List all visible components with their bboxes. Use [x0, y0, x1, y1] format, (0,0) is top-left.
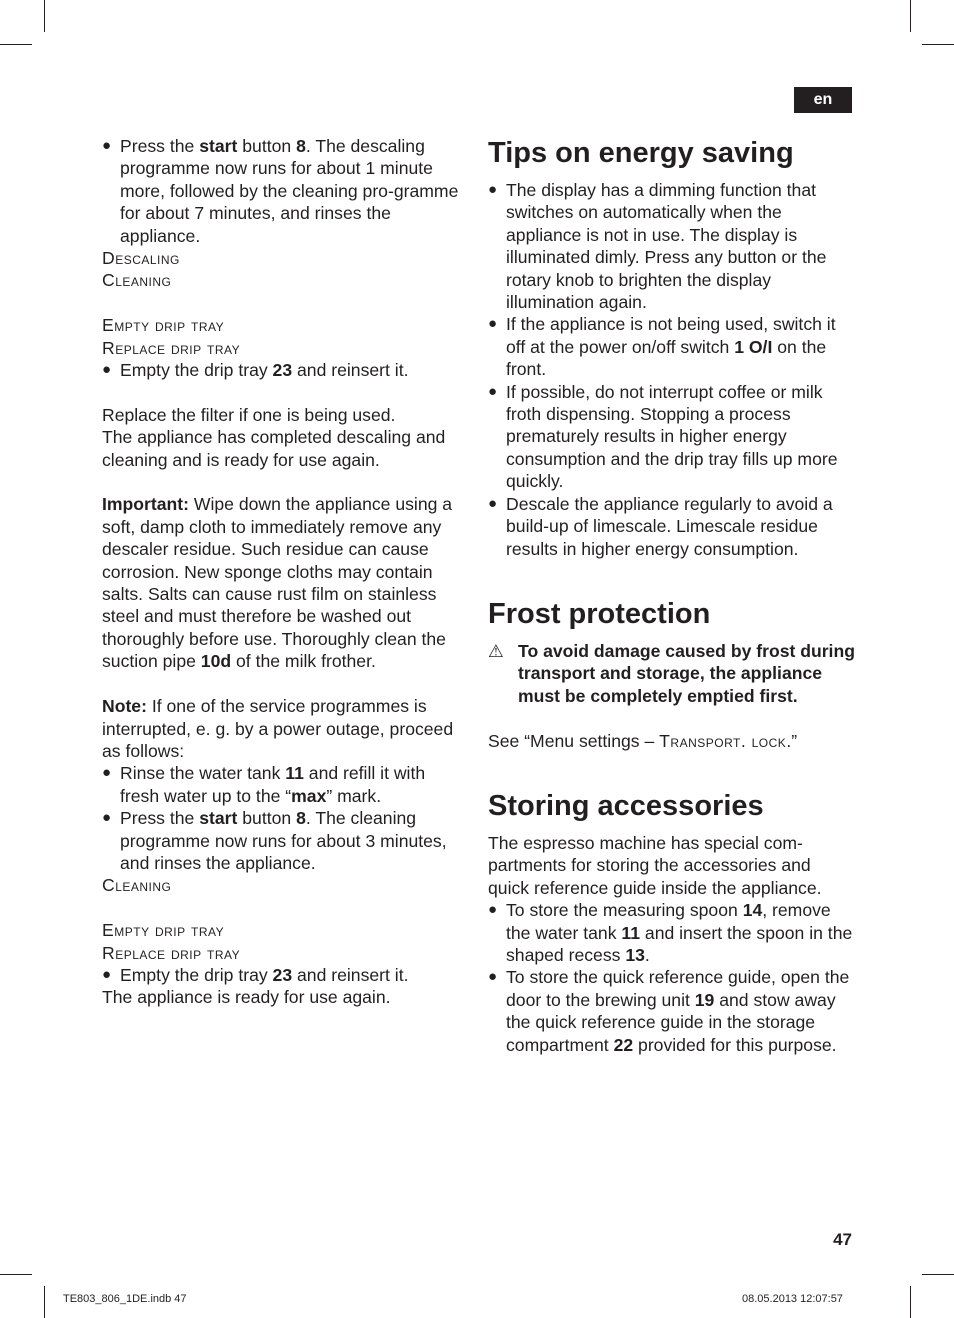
crop-mark: [910, 1286, 911, 1318]
crop-mark: [922, 1274, 954, 1275]
left-column: [102, 135, 468, 1009]
list-item: ● Empty the drip tray 23 and reinsert it.: [102, 964, 468, 986]
paragraph: The espresso machine has special com-partments for storing the accessories and quick reference guide inside the appliance.: [488, 832, 822, 898]
footer-file-info: TE803_806_1DE.indb 47: [63, 1293, 187, 1305]
display-message: Cleaning: [102, 875, 172, 896]
important-paragraph: Important: Wipe down the appliance using a soft, damp cloth to immediately remove any descaler residue. Such residue can cause corrosion. New sponge cloths may contain salts. Salts can cause rust film on stainless steel and must therefore be washed out thoroughly before use. Thoroughly clean the suction pipe 10d of the milk frother.: [102, 494, 453, 672]
list-item: ● Press the start button 8. The cleaning programme now runs for about 3 minutes, and rinses the appliance.: [102, 807, 468, 874]
display-message: Replace drip tray: [102, 337, 241, 358]
display-message: Descaling: [102, 248, 180, 269]
section-title-tips: Tips on energy saving: [488, 137, 794, 169]
page-number: 47: [833, 1230, 852, 1249]
footer-timestamp: 08.05.2013 12:07:57: [742, 1293, 843, 1305]
crop-mark: [0, 44, 32, 45]
display-message: Empty drip tray: [102, 920, 225, 941]
list-item: ● Empty the drip tray 23 and reinsert it.: [102, 359, 468, 381]
list-item: ● If possible, do not interrupt coffee or milk froth dispensing. Stopping a process prematurely results in higher energy consumption and the drip tray fills up more quickly.: [488, 381, 856, 493]
warning-icon: ⚠: [488, 640, 504, 661]
paragraph: The appliance has completed descaling and cleaning and is ready for use again.: [102, 427, 446, 470]
language-tab: en: [794, 87, 852, 113]
display-message: Empty drip tray: [102, 315, 225, 336]
list-item: ● Press the start button 8. The descaling programme now runs for about 1 minute more, followed by the cleaning pro-gramme for about 7 minutes, and rinses the appliance.: [102, 135, 468, 247]
crop-mark: [922, 44, 954, 45]
list-item: ● Descale the appliance regularly to avoid a build-up of limescale. Limescale residue results in higher energy consumption.: [488, 493, 856, 560]
paragraph: See “Menu settings – Transport. lock.”: [488, 730, 798, 751]
note-paragraph: Note: If one of the service programmes is interrupted, e. g. by a power outage, proceed as follows:: [102, 696, 454, 761]
list-item: ● If the appliance is not being used, switch it off at the power on/off switch 1 O/I on the front.: [488, 313, 856, 380]
section-title-frost: Frost protection: [488, 597, 711, 630]
right-column: [488, 135, 856, 1056]
crop-mark: [910, 0, 911, 32]
list-item: ● Rinse the water tank 11 and refill it with fresh water up to the “max” mark.: [102, 762, 468, 807]
section-title-storing: Storing accessories: [488, 789, 764, 822]
paragraph: The appliance is ready for use again.: [102, 987, 391, 1008]
crop-mark: [0, 1274, 32, 1275]
list-item: ● To store the quick reference guide, open the door to the brewing unit 19 and stow away the quick reference guide in the storage compartment 22 provided for this purpose.: [488, 966, 856, 1056]
paragraph: Replace the filter if one is being used.: [102, 404, 396, 425]
warning-paragraph: ⚠ To avoid damage caused by frost during transport and storage, the appliance must be completely emptied first.: [488, 640, 855, 706]
crop-mark: [44, 1286, 45, 1318]
list-item: ● To store the measuring spoon 14, remove the water tank 11 and insert the spoon in the shaped recess 13.: [488, 899, 856, 966]
crop-mark: [44, 0, 45, 32]
display-message: Replace drip tray: [102, 942, 241, 963]
display-message: Cleaning: [102, 270, 172, 291]
list-item: ● The display has a dimming function that switches on automatically when the appliance is not in use. The display is illuminated dimly. Press any button or the rotary knob to brighten the display illumination again.: [488, 179, 856, 313]
